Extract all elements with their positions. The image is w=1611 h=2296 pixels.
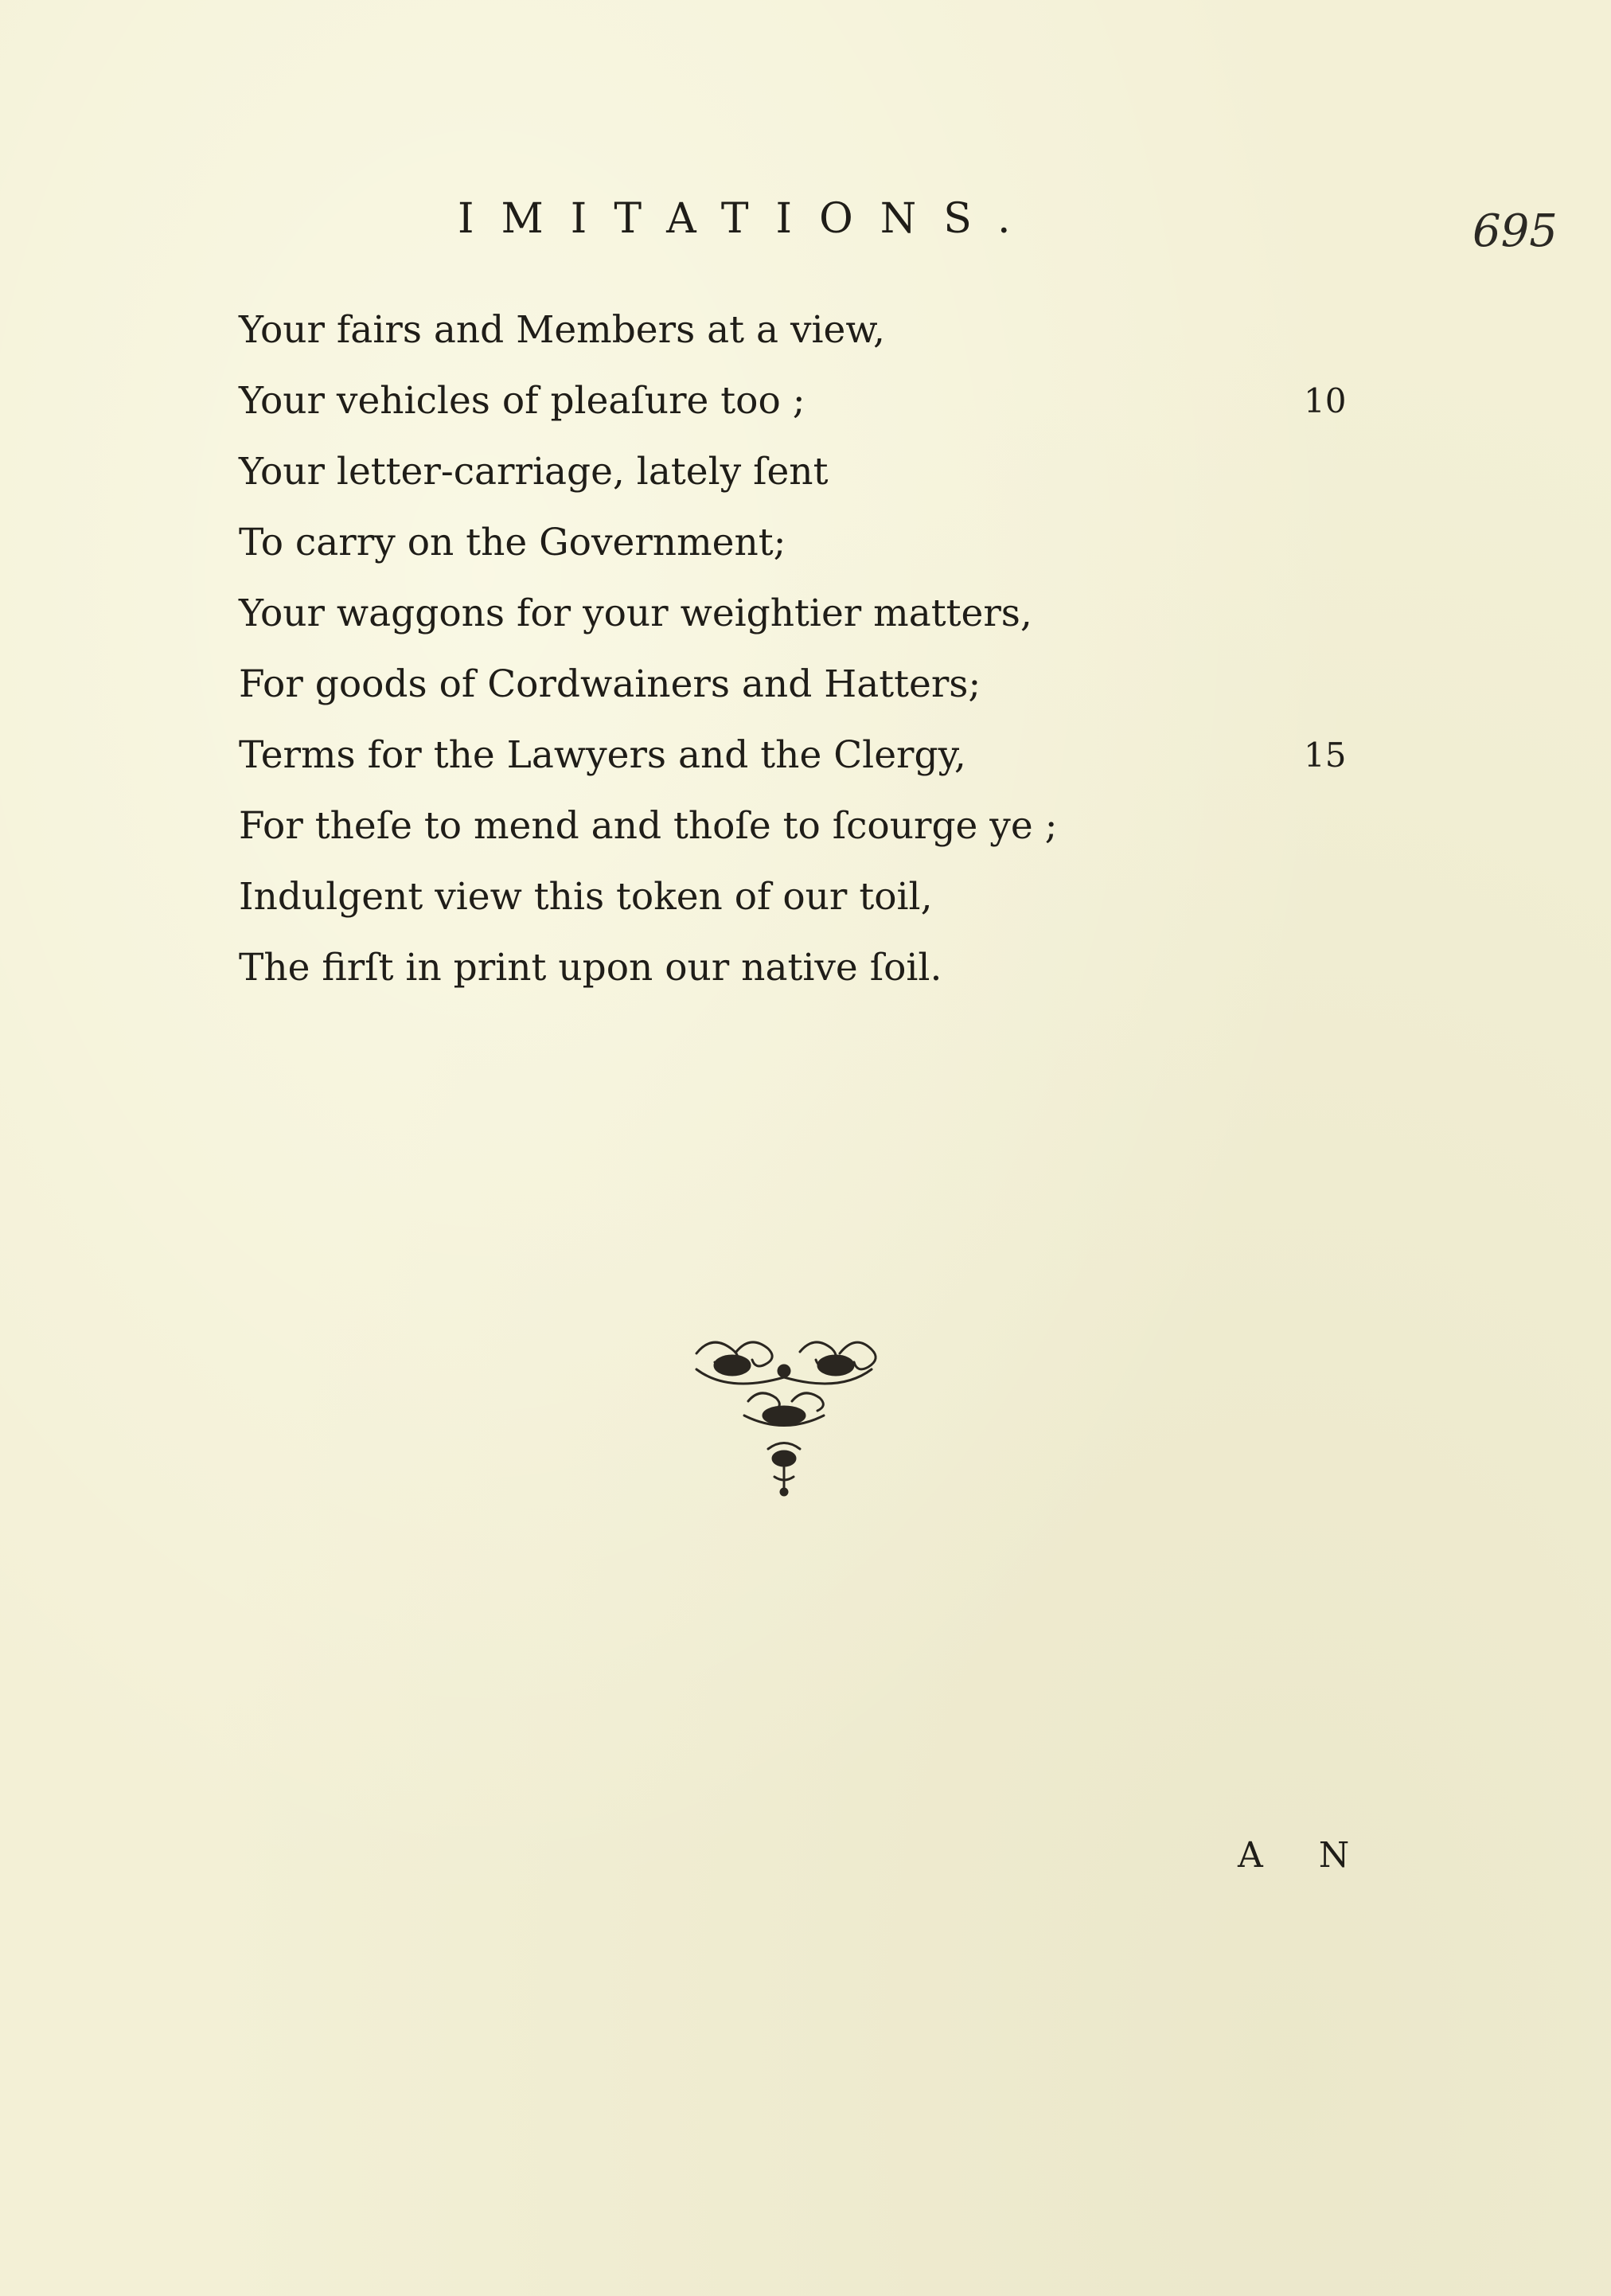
floral-tailpiece-icon xyxy=(681,1322,887,1505)
poem-line-text: To carry on the Government; xyxy=(239,521,786,564)
poem-line xyxy=(239,507,1433,578)
poem-line-text: The firſt in print upon our native ſoil. xyxy=(239,946,942,990)
poem-line-text: Indulgent view this token of our toil, xyxy=(239,875,933,919)
poem-line-text: Your letter-carriage, lately ſent xyxy=(239,450,829,494)
running-head: IMITATIONS. xyxy=(458,195,1038,243)
poem-line-text: For theſe to mend and thoſe to ſcourge ye ; xyxy=(239,804,1058,848)
line-number: 15 xyxy=(1304,736,1347,775)
poem-line xyxy=(239,578,1433,649)
poem xyxy=(239,295,1433,1003)
poem-line xyxy=(239,295,1433,365)
poem-line xyxy=(239,365,1433,436)
poem-line xyxy=(239,932,1433,1003)
poem-line xyxy=(239,791,1433,861)
poem-line-text: For goods of Cordwainers and Hatters; xyxy=(239,662,981,706)
poem-line xyxy=(239,436,1433,507)
line-number: 10 xyxy=(1304,381,1347,420)
poem-line xyxy=(239,861,1433,932)
poem-line-text: Terms for the Lawyers and the Clergy, xyxy=(239,733,966,777)
poem-line-text: Your fairs and Members at a view, xyxy=(239,308,885,352)
poem-line-text: Your vehicles of pleaſure too ; xyxy=(239,379,806,423)
poem-line xyxy=(239,720,1433,791)
poem-line-text: Your waggons for your weightier matters, xyxy=(239,592,1032,635)
page-number: 695 xyxy=(1473,205,1558,257)
poem-line xyxy=(239,649,1433,720)
catchword: A N xyxy=(1238,1835,1372,1876)
